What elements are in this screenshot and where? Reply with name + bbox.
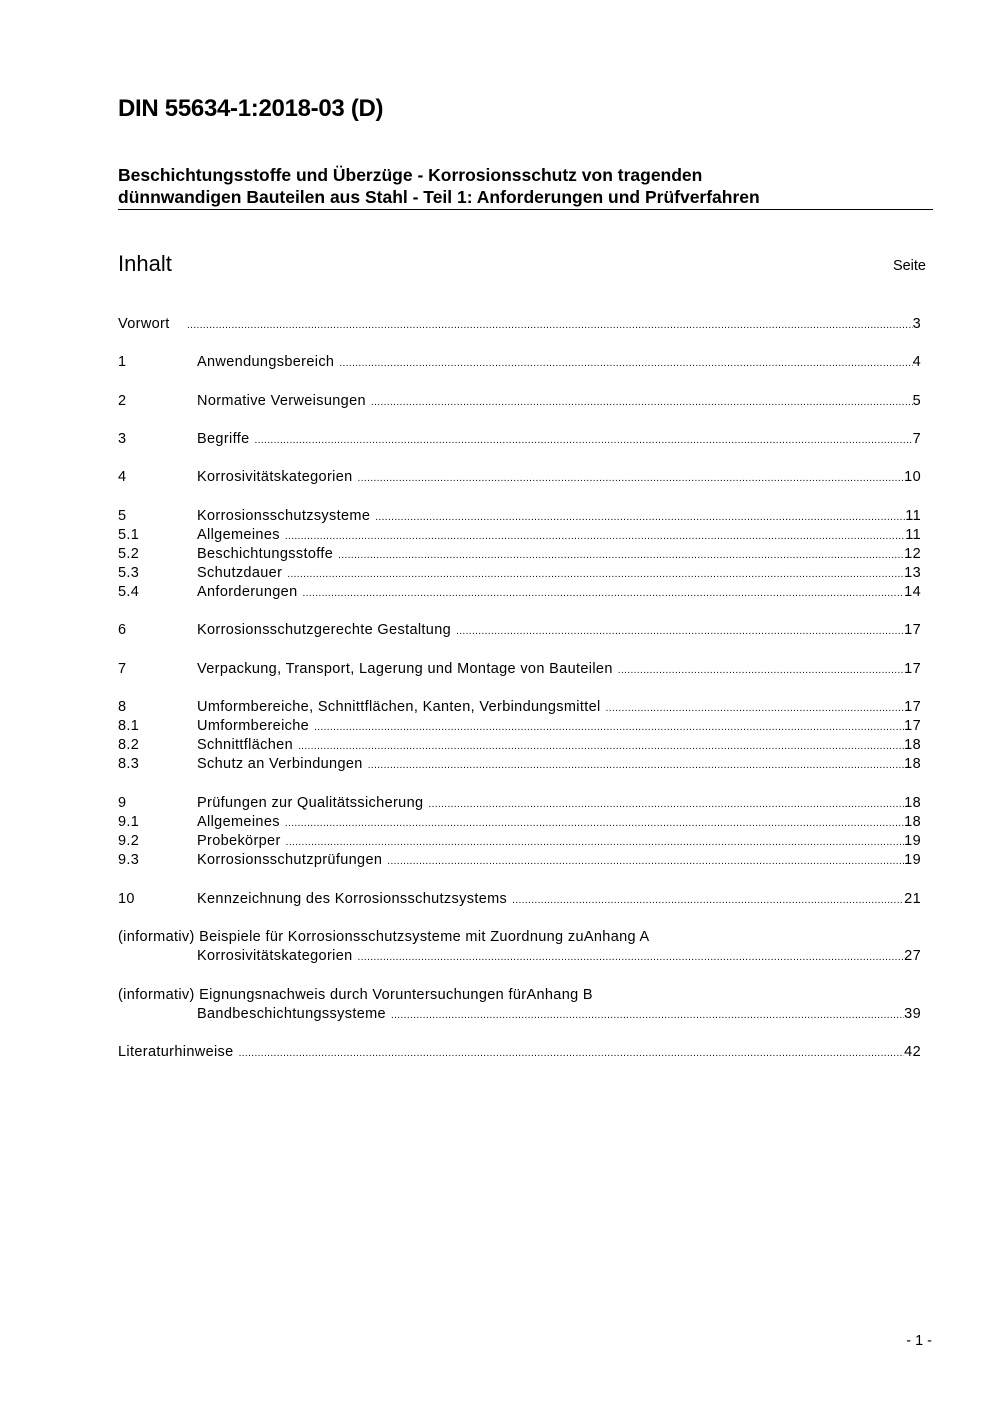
toc-entry-title: Umformbereiche [197,718,310,734]
toc-leader-dots [387,852,904,871]
toc-entry-title: Verpackung, Transport, Lagerung und Montage von Bauteilen [197,661,613,677]
toc-entry-page: 27 [904,948,921,964]
toc-annex-b-description[interactable]: (informativ) Eignungsnachweis durch Voruntersuchungen fürAnhang B [118,987,593,1003]
toc-entry-page: 17 [904,718,921,734]
toc-leader-dots [239,1044,905,1063]
toc-entry-5-3[interactable] [118,564,921,583]
toc-entry-annex-b[interactable] [118,1005,921,1024]
toc-entry-page: 17 [904,622,921,638]
toc-entry-title: Korrosionsschutzgerechte Gestaltung [197,622,452,638]
toc-leader-dots [358,469,905,488]
toc-entry-number: 9 [118,795,127,811]
toc-entry-title: Allgemeines [197,814,280,830]
toc-entry-page: 42 [904,1044,921,1060]
toc-entry-title: Kennzeichnung des Korrosionsschutzsystems [197,891,508,907]
toc-entry-page: 10 [904,469,921,485]
toc-leader-dots [255,431,913,450]
toc-entry-page: 18 [904,756,921,772]
toc-leader-dots [428,795,904,814]
toc-entry-5-4[interactable] [118,583,921,602]
toc-entry-title: Vorwort [118,316,170,332]
toc-entry-page: 11 [905,527,921,543]
toc-leader-dots [298,737,904,756]
toc-entry-number: 5.2 [118,546,140,562]
toc-entry-page: 13 [904,565,921,581]
toc-entry-number: 10 [118,891,135,907]
toc-entry-title: Korrosivitätskategorien [197,948,353,964]
toc-entry-number: 9.2 [118,833,140,849]
toc-leader-dots [285,527,905,546]
toc-entry-5-2[interactable] [118,545,921,564]
toc-leader-dots [339,354,912,373]
toc-entry-number: 8 [118,699,127,715]
toc-entry-8-1[interactable] [118,717,921,736]
toc-entry-page: 3 [912,316,921,332]
page-number: - 1 - [906,1333,932,1349]
toc-entry-page: 11 [905,508,921,524]
toc-leader-dots [391,1006,904,1025]
toc-entry-page: 14 [904,584,921,600]
toc-entry-title: Anwendungsbereich [197,354,335,370]
toc-entry-page: 19 [904,833,921,849]
toc-entry-number: 9.3 [118,852,140,868]
toc-leader-dots [375,508,905,527]
toc-entry-title: Korrosionsschutzprüfungen [197,852,383,868]
toc-entry-number: 5 [118,508,127,524]
toc-entry-number: 1 [118,354,127,370]
document-title: DIN 55634-1:2018-03 (D) [118,95,384,122]
toc-entry-number: 7 [118,661,127,677]
toc-entry-vorwort[interactable] [118,315,921,334]
toc-entry-title: Literaturhinweise [118,1044,234,1060]
toc-entry-title: Prüfungen zur Qualitätssicherung [197,795,424,811]
toc-entry-page: 12 [904,546,921,562]
toc-entry-number: 9.1 [118,814,140,830]
toc-entry-7[interactable] [118,660,921,679]
toc-entry-title: Anforderungen [197,584,298,600]
toc-entry-number: 8.1 [118,718,140,734]
toc-entry-number: 3 [118,431,127,447]
toc-entry-page: 5 [912,393,921,409]
toc-entry-9-3[interactable] [118,851,921,870]
toc-entry-title: Normative Verweisungen [197,393,366,409]
page-column-label: Seite [892,258,926,274]
toc-entry-9-2[interactable] [118,832,921,851]
toc-entry-3[interactable] [118,430,921,449]
toc-entry-title: Beschichtungsstoffe [197,546,334,562]
toc-leader-dots [187,316,913,335]
toc-entry-title: Probekörper [197,833,281,849]
toc-entry-number: 8.3 [118,756,140,772]
toc-entry-1[interactable] [118,353,921,372]
toc-entry-page: 4 [912,354,921,370]
toc-entry-5[interactable] [118,507,921,526]
toc-entry-page: 21 [904,891,921,907]
toc-entry-number: 8.2 [118,737,140,753]
toc-entry-9-1[interactable] [118,813,921,832]
toc-heading: Inhalt [118,251,172,276]
toc-entry-4[interactable] [118,468,921,487]
toc-entry-page: 17 [904,699,921,715]
toc-entry-page: 7 [912,431,921,447]
toc-leader-dots [286,833,905,852]
toc-leader-dots [303,584,905,603]
toc-leader-dots [512,891,904,910]
subtitle-line-2: dünnwandigen Bauteilen aus Stahl - Teil 1: Anforderungen und Prüfverfahren [118,187,760,207]
toc-entry-title: Umformbereiche, Schnittflächen, Kanten, Verbindungsmittel [197,699,601,715]
toc-entry-number: 5.1 [118,527,140,543]
toc-entry-title: Schnittflächen [197,737,293,753]
toc-entry-annex-a[interactable] [118,947,921,966]
toc-entry-title: Korrosivitätskategorien [197,469,353,485]
toc-entry-page: 18 [904,814,921,830]
toc-entry-title: Bandbeschichtungssysteme [197,1006,386,1022]
subtitle-line-1: Beschichtungsstoffe und Überzüge - Korrosionsschutz von tragenden [118,165,703,185]
toc-leader-dots [285,814,904,833]
toc-leader-dots [456,622,904,641]
toc-leader-dots [358,948,905,967]
toc-entry-title: Schutzdauer [197,565,283,581]
toc-leader-dots [314,718,904,737]
toc-entry-10[interactable] [118,890,921,909]
toc-entry-page: 39 [904,1006,921,1022]
toc-entry-title: Begriffe [197,431,250,447]
toc-entry-title: Korrosionsschutzsysteme [197,508,371,524]
toc-entry-number: 6 [118,622,127,638]
toc-leader-dots [368,756,904,775]
document-subtitle [118,164,933,210]
toc-leader-dots [338,546,904,565]
toc-entry-page: 18 [904,795,921,811]
toc-leader-dots [618,661,904,680]
toc-entry-page: 19 [904,852,921,868]
toc-entry-number: 5.3 [118,565,140,581]
toc-entry-8-3[interactable] [118,755,921,774]
toc-entry-page: 17 [904,661,921,677]
toc-leader-dots [287,565,904,584]
toc-entry-9[interactable] [118,794,921,813]
toc-entry-8[interactable] [118,698,921,717]
toc-entry-page: 18 [904,737,921,753]
toc-leader-dots [606,699,905,718]
toc-entry-2[interactable] [118,392,921,411]
toc-entry-number: 2 [118,393,127,409]
toc-entry-title: Allgemeines [197,527,280,543]
toc-entry-6[interactable] [118,621,921,640]
toc-entry-8-2[interactable] [118,736,921,755]
toc-entry-title: Schutz an Verbindungen [197,756,363,772]
toc-entry-number: 5.4 [118,584,140,600]
toc-entry-number: 4 [118,469,127,485]
toc-leader-dots [371,393,913,412]
toc-annex-a-description[interactable]: (informativ) Beispiele für Korrosionsschutzsysteme mit Zuordnung zuAnhang A [118,929,650,945]
toc-entry-5-1[interactable] [118,526,921,545]
toc-entry-bibliography[interactable] [118,1043,921,1062]
